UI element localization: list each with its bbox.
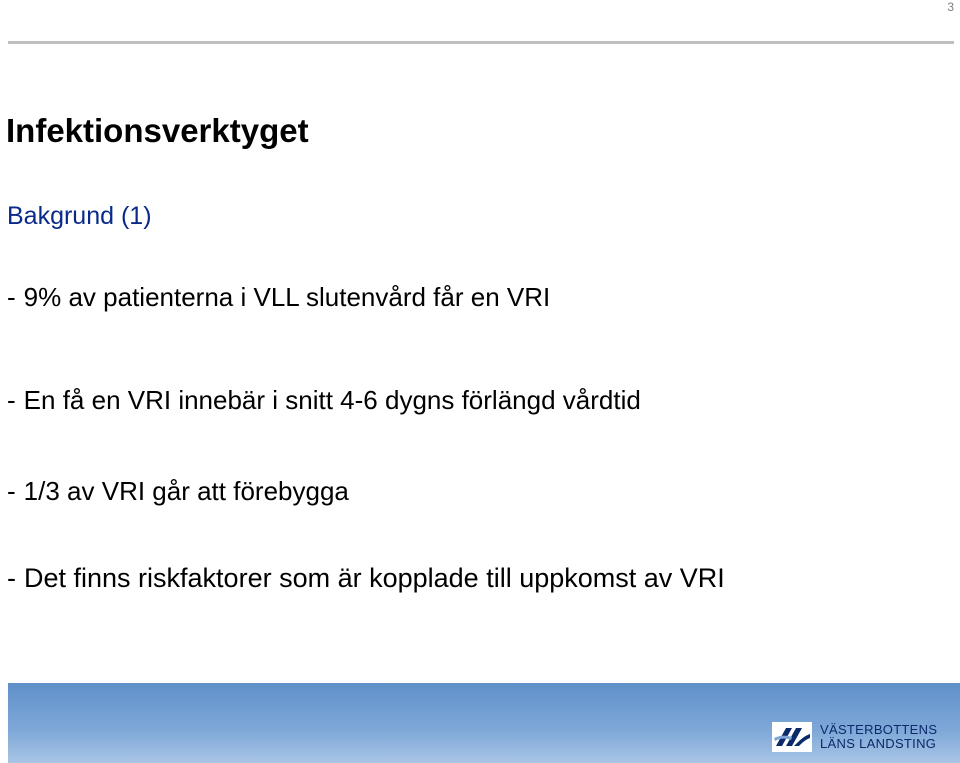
vll-logo-icon <box>772 722 812 752</box>
bullet-item <box>7 563 725 594</box>
bullet-text: 9% av patienterna i VLL slutenvård får en VRI <box>23 282 551 312</box>
slide-subtitle: Bakgrund (1) <box>7 202 152 230</box>
bullet-item <box>7 385 641 416</box>
bullet-dash: - <box>7 282 16 312</box>
bullet-dash: - <box>7 476 16 506</box>
bullet-text: Det finns riskfaktorer som är kopplade till uppkomst av VRI <box>24 563 725 593</box>
bullet-dash: - <box>7 563 16 593</box>
bullet-dash: - <box>7 385 16 415</box>
bullet-item <box>7 476 349 507</box>
bullet-text: En få en VRI innebär i snitt 4-6 dygns förlängd vårdtid <box>23 385 641 415</box>
bullet-text: 1/3 av VRI går att förebygga <box>23 476 349 506</box>
page-number: 3 <box>947 0 954 14</box>
logo-line-2: LÄNS LANDSTING <box>820 736 937 751</box>
footer-logo <box>772 721 937 753</box>
top-divider <box>8 41 954 44</box>
slide-title: Infektionsverktyget <box>6 112 309 149</box>
bullet-item <box>7 282 550 313</box>
logo-line-1: VÄSTERBOTTENS <box>820 722 938 737</box>
